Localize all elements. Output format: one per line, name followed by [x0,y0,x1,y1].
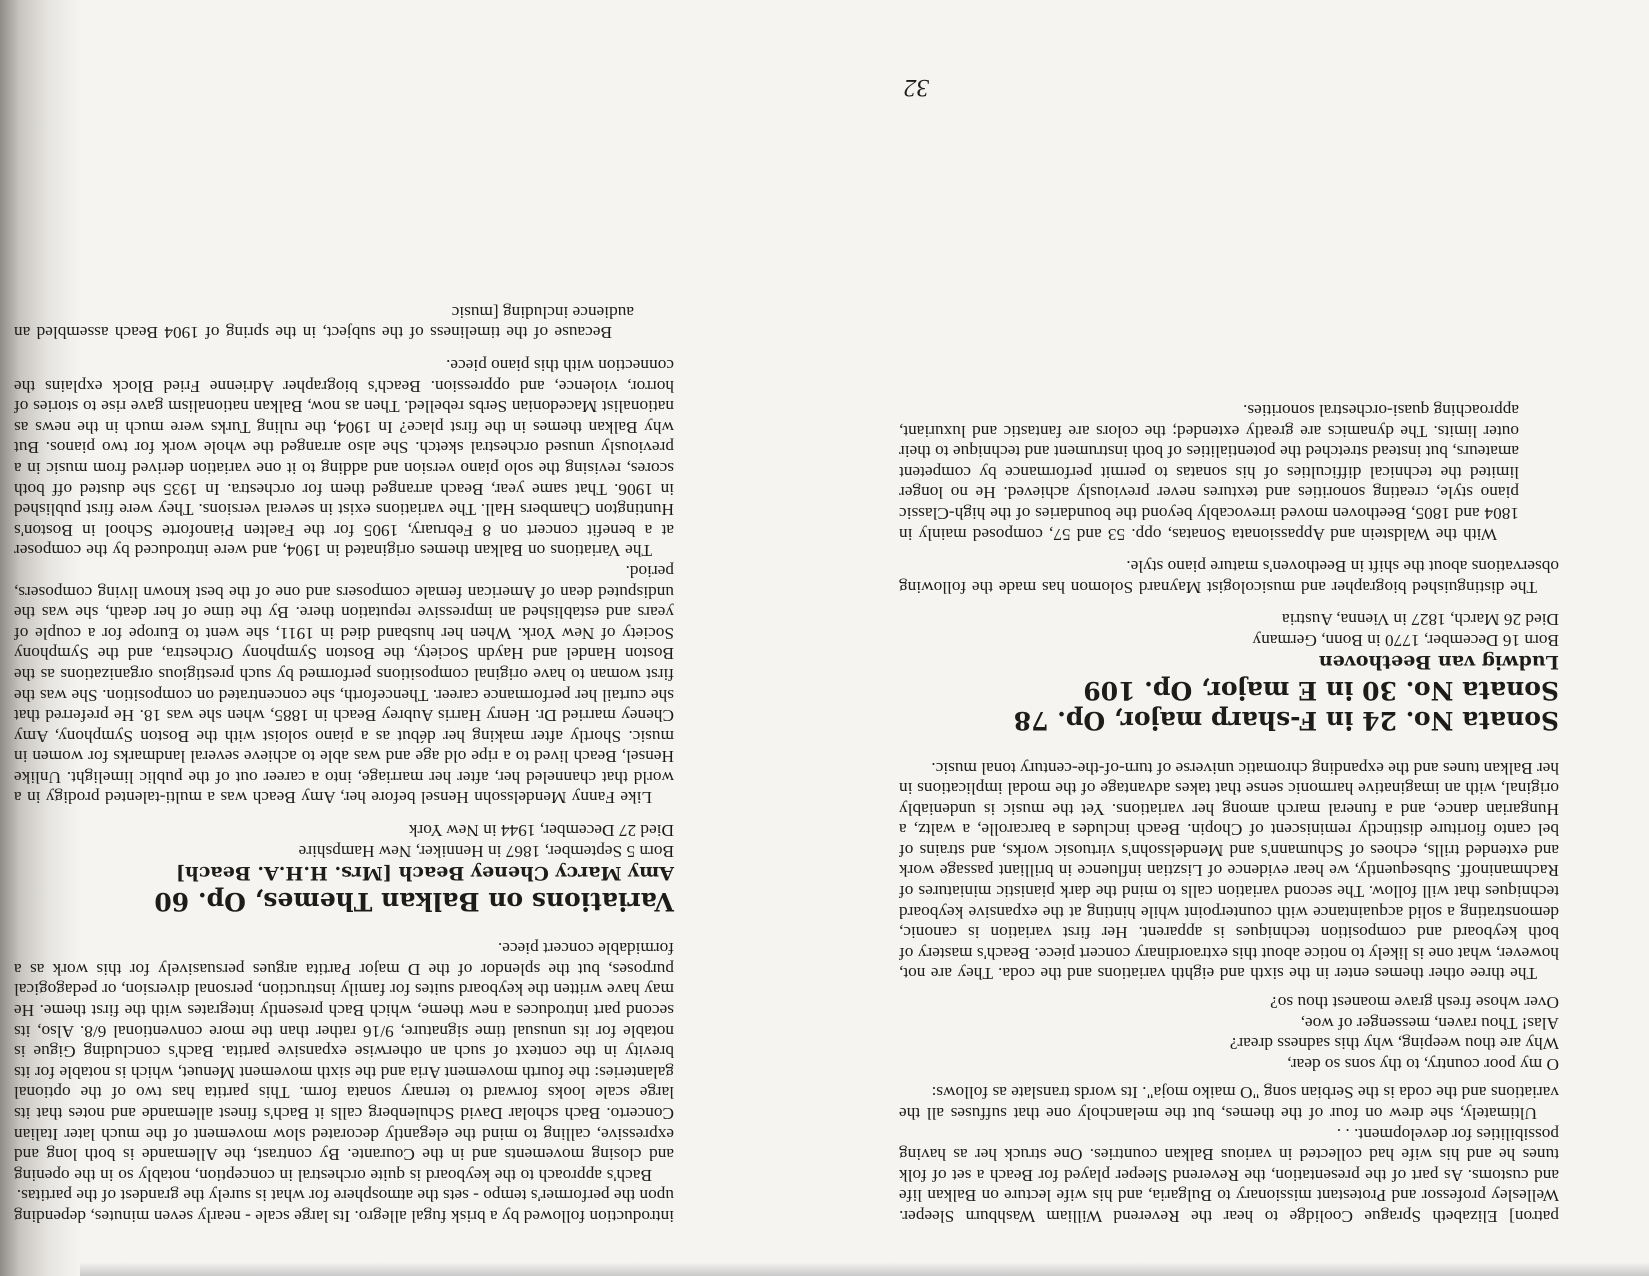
paragraph-bach-keyboard: Bach's approach to the keyboard is quite orchestral in conception, notably so in the opening and closing movements and in the Courante. By contrast, the Allemande is both long and expressive, calling to mind the elegantly decorated slow movement of the much later Italian Concerto. Bach scholar David Schulenberg calls it Bach's finest allemande and notes that its large scale looks forward to ternary sonata form. This partita has two of the optional galanteries: the fourth movement Aria and the sixth movement Menuet, which is notable for its brevity in the context of such an otherwise expansive partita. Bach's concluding Gigue is notable for its unusual time signature, 9/16 rather than the more conventional 6/8. Also, its second part introduces a new theme, which Bach presently integrates with the first theme. He may have written the keyboard suites for family instruction, personal diversion, or pedagogical purposes, but the splendor of the D major Partita argues persuasively for this work as a formidable concert piece. [14,939,674,1185]
page-number: 32 [904,74,929,101]
verse-line: Over whose fresh grave moanest thou so? [1270,993,1559,1013]
section-title-balkan-variations: Variations on Balkan Themes, Op. 60 [154,886,674,916]
scan-edge-shadow [0,1262,1649,1276]
block-quote-block: Because of the timeliness of the subject, in the spring of 1904 Beach assembled an audience including [music [14,302,634,343]
paragraph-coolidge: patron] Elizabeth Sprague Coolidge to hear the Reverend William Washburn Sleeper. Wellesley professor and Protestant missionary to Bulgaria, and his wife lecture on Balkan life and customs. As part of the presentation, the Reverend Sleeper played for Beach a set of folk tunes he and his wife had collected in various Balkan countries. One struck her as having possibilities for development. . . [899,1124,1559,1226]
composer-name: Ludwig van Beethoven [1318,650,1559,673]
composer-born: Born 16 December, 1770 in Bonn, Germany [1252,630,1559,650]
composer-name: Amy Marcy Cheney Beach [Mrs. H.H.A. Beach] [175,861,674,884]
verse-line: O my poor country, to thy sons so dear, [1287,1054,1559,1074]
verse-block [899,991,1559,1073]
paragraph-beach-bio: Like Fanny Mendelssohn Hensel before her, Amy Beach was a multi-talented prodigy in a world that channeled her, after her marriage, into a career out of the public limelight. Unlike Hensel, Beach lived to a ripe old age and was able to achieve several landmarks for women in music. Shortly after making her début as a piano soloist with the Boston Symphony, Amy Cheney married Dr. Henry Harris Aubrey Beach in 1885, when she was 18. He preferred that she curtail her performance career. Thenceforth, she concentrated on composition. She was the first woman to have original compositions performed by such prestigious organizations as the Boston Handel and Haydn Society, the Boston Symphony Orchestra, and the Symphony Society of New York. When her husband died in 1911, she went to Europe for a couple of years and established an impressive reputation there. By the time of her death, she was the undisputed dean of American female composers and one of the best known living composers, period. [14,561,674,808]
paragraph-themes: Ultimately, she drew on four of the themes, but the melancholy one that suffuses all the variations and the coda is the Serbian song "O maiko moja". Its words translate as follows: [899,1083,1559,1124]
verse-line: Why are thou weeping, why this sadness drear? [1229,1034,1559,1054]
section-title-sonata-24: Sonata No. 24 in F-sharp major, Op. 78 [1013,705,1559,735]
verse-line: Alas! Thou raven, messenger of woe, [1300,1013,1559,1033]
section-title-sonata-30: Sonata No. 30 in E major, Op. 109 [1083,675,1559,705]
composer-died: Died 27 December, 1944 in New York [408,821,674,841]
composer-born: Born 5 September, 1867 in Henniker, New Hampshire [298,841,674,861]
paragraph-variations: The three other themes enter in the sixth and eighth variations and the coda. They are not, however, what one is likely to notice about this extraordinary concert piece. Beach's mastery of both keyboard and composition techniques is apparent. Her first variation is canonic, demonstrating a solid acquaintance with counterpoint while hinting at the expansive keyboard techniques that will follow. The second variation calls to mind the dark pianistic miniatures of Rachmaninoff. Subsequently, we hear evidence of Lisztian influence in brilliant passage work and extended trills, echoes of Schumann's and Mendelssohn's virtuosic works, and strains of bel canto fioriture distinctly reminiscent of Chopin. Beach includes a barcarolle, a waltz, a Hungarian dance, and a funeral march among her variations. Yet the music is undeniably original, with an imaginative harmonic sense that takes advantage of the modal implications in her Balkan tunes and the expanding chromatic universe of turn-of-the-century tonal music. [899,758,1559,984]
composer-died: Died 26 March, 1827 in Vienna, Austria [1281,610,1559,630]
paragraph-solomon-intro: The distinguished biographer and musicologist Maynard Solomon has made the following observations about the shift in Beethoven's mature piano style. [899,557,1559,597]
paragraph-balkan-origin: The Variations on Balkan themes originated in 1904, and were introduced by the composer at a benefit concert on 8 February, 1905 for the Faelten Pianoforte School in Boston's Huntington Chambers Hall. The variations exist in several versions. They were first published in 1906. That same year, Beach arranged them for orchestra. In 1935 she dusted off both scores, revising the solo piano version and adding to it one variation derived from music in a previously unused orchestral sketch. She also arranged the whole work for two pianos. But why Balkan themes in the first place? In 1904, the ruling Turks were much in the news as nationalist Macedonian Serbs rebelled. Then as now, Balkan nationalism gave rise to stories of horror, violence, and oppression. Beach's biographer Adrienne Fried Block explains the connection with this piano piece. [14,356,674,561]
right-column [14,301,674,1226]
left-column [899,399,1559,1226]
block-quote-solomon: With the Waldstein and Appassionata Sonatas, opp. 53 and 57, composed mainly in 1804 and 1805, Beethoven moved irrevocably beyond the boundaries of the high-Classic piano style, creating sonorities and textures never previously achieved. He no longer limited the technical difficulties of his sonatas to permit performance by competent amateurs, but instead stretched the potentialities of both instrument and technique to their outer limits. The dynamics are greatly extended; the colors are fantastic and luxuriant, approaching quasi-orchestral sonorities. [899,401,1519,544]
paragraph-fugal-allegro: introduction followed by a brisk fugal allegro. Its large scale - nearly seven minutes, depending upon the performer's tempo - sets the atmosphere for what is surely the grandest of the partitas. [14,1186,674,1226]
